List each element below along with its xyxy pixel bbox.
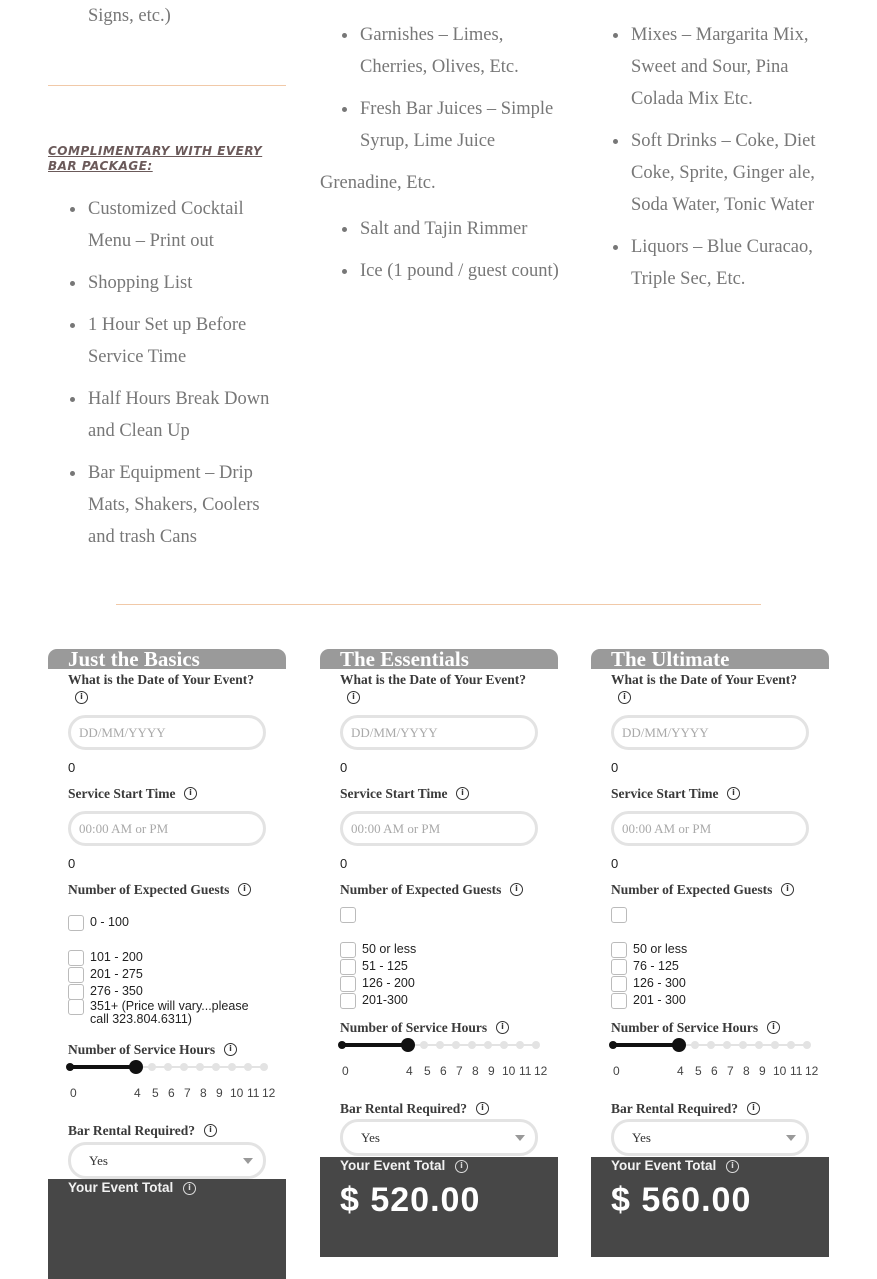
time-counter: 0 <box>340 856 348 871</box>
guest-option-label: 351+ (Price will vary...please call 323.804.6311) <box>90 999 249 1026</box>
slider-tick[interactable] <box>180 1063 188 1071</box>
event-total-amount: $ 520.00 <box>340 1181 481 1219</box>
slider-tick[interactable] <box>516 1041 524 1049</box>
guest-option-label: 51 - 125 <box>362 959 408 973</box>
guest-option-label: 201 - 300 <box>633 993 686 1007</box>
card-title: The Ultimate <box>591 649 829 669</box>
slider-tick-label: 6 <box>168 1086 175 1100</box>
guest-option[interactable] <box>611 942 808 958</box>
list-item: Liquors – Blue Curacao, Triple Sec, Etc. <box>591 231 831 295</box>
guest-option[interactable] <box>68 999 265 1026</box>
slider-tick[interactable] <box>228 1063 236 1071</box>
slider-handle[interactable] <box>672 1038 686 1052</box>
bar-rental-question: Bar Rental Required? <box>68 1123 196 1138</box>
list-item: Shopping List <box>48 267 288 299</box>
slider-tick[interactable] <box>338 1041 346 1049</box>
info-icon[interactable]: i <box>496 1021 509 1034</box>
slider-tick[interactable] <box>500 1041 508 1049</box>
guest-option[interactable] <box>611 959 808 975</box>
service-hours-slider[interactable] <box>613 1038 809 1052</box>
column-essentials-supplies <box>320 19 565 297</box>
slider-handle[interactable] <box>129 1060 143 1074</box>
bar-rental-question: Bar Rental Required? <box>340 1101 468 1116</box>
slider-tick-label: 9 <box>759 1064 766 1078</box>
guest-option-label: 50 or less <box>633 942 688 956</box>
slider-tick[interactable] <box>212 1063 220 1071</box>
hours-question: Number of Service Hours <box>340 1020 488 1035</box>
slider-tick[interactable] <box>452 1041 460 1049</box>
info-icon[interactable]: i <box>727 787 740 800</box>
guest-option-label: 50 or less <box>362 942 417 956</box>
time-input[interactable]: 00:00 AM or PM <box>340 811 538 846</box>
chevron-down-icon <box>786 1135 796 1141</box>
time-input[interactable]: 00:00 AM or PM <box>611 811 809 846</box>
date-question: What is the Date of Your Event? <box>68 672 254 687</box>
column-basics-supplies <box>48 0 288 32</box>
time-question: Service Start Time <box>68 786 176 801</box>
event-total-bar <box>48 1179 286 1279</box>
info-icon[interactable]: i <box>204 1124 217 1137</box>
info-icon[interactable]: i <box>224 1043 237 1056</box>
slider-tick[interactable] <box>771 1041 779 1049</box>
checkbox[interactable] <box>68 999 84 1015</box>
slider-tick-label: 12 <box>262 1086 276 1100</box>
essentials-list-a <box>320 19 565 157</box>
slider-tick[interactable] <box>787 1041 795 1049</box>
bar-rental-value: Yes <box>632 1130 651 1145</box>
slider-tick[interactable] <box>532 1041 540 1049</box>
slider-tick-label: 11 <box>790 1064 803 1078</box>
guest-option-label: 126 - 200 <box>362 976 415 990</box>
slider-handle[interactable] <box>401 1038 415 1052</box>
section-divider <box>48 85 286 86</box>
checkbox[interactable] <box>340 907 356 923</box>
complimentary-list-column <box>48 193 288 563</box>
slider-tick-label: 10 <box>502 1064 516 1078</box>
guest-option[interactable] <box>611 907 808 923</box>
slider-tick-label: 7 <box>184 1086 191 1100</box>
slider-tick[interactable] <box>609 1041 617 1049</box>
slider-tick-label: 5 <box>695 1064 702 1078</box>
guests-question: Number of Expected Guests <box>68 882 230 897</box>
checkbox[interactable] <box>611 993 627 1009</box>
time-question: Service Start Time <box>611 786 719 801</box>
event-total-amount: $ 560.00 <box>611 1181 752 1219</box>
slider-tick-label: 6 <box>440 1064 447 1078</box>
slider-tick-label: 5 <box>152 1086 159 1100</box>
list-item: 1 Hour Set up Before Service Time <box>48 309 288 373</box>
section-divider <box>116 604 761 605</box>
info-icon[interactable]: i <box>455 1160 468 1173</box>
date-input[interactable]: DD/MM/YYYY <box>611 715 809 750</box>
list-item: Customized Cocktail Menu – Print out <box>48 193 288 257</box>
guest-option[interactable] <box>340 959 537 975</box>
bar-rental-question: Bar Rental Required? <box>611 1101 739 1116</box>
slider-tick-label: 9 <box>216 1086 223 1100</box>
slider-tick-label: 8 <box>200 1086 207 1100</box>
checkbox[interactable] <box>68 984 84 1000</box>
guest-option-label: 76 - 125 <box>633 959 679 973</box>
guest-option[interactable] <box>340 907 537 923</box>
slider-tick[interactable] <box>420 1041 428 1049</box>
slider-tick-label: 7 <box>456 1064 463 1078</box>
slider-tick[interactable] <box>260 1063 268 1071</box>
slider-tick[interactable] <box>484 1041 492 1049</box>
checkbox[interactable] <box>68 915 84 931</box>
slider-tick-label: 7 <box>727 1064 734 1078</box>
column-ultimate-supplies <box>591 19 831 305</box>
time-input[interactable]: 00:00 AM or PM <box>68 811 266 846</box>
guest-option-label: 101 - 200 <box>90 950 143 964</box>
info-icon[interactable]: i <box>456 787 469 800</box>
slider-fill <box>70 1065 136 1069</box>
list-item: Garnishes – Limes, Cherries, Olives, Etc. <box>320 19 565 83</box>
date-counter: 0 <box>611 760 619 775</box>
slider-tick-label: 12 <box>805 1064 819 1078</box>
slider-tick-label: 10 <box>230 1086 244 1100</box>
slider-tick[interactable] <box>148 1063 156 1071</box>
event-total-label: Your Event Total <box>340 1158 446 1173</box>
slider-tick-label: 0 <box>342 1064 349 1078</box>
checkbox[interactable] <box>340 993 356 1009</box>
guest-option[interactable] <box>68 984 265 1000</box>
list-item: Ice (1 pound / guest count) <box>320 255 565 287</box>
info-icon[interactable]: i <box>75 691 88 704</box>
pricing-card <box>48 649 286 1209</box>
guest-option[interactable] <box>340 993 537 1009</box>
slider-tick-label: 8 <box>472 1064 479 1078</box>
slider-tick[interactable] <box>244 1063 252 1071</box>
guest-option[interactable] <box>68 950 265 966</box>
slider-tick[interactable] <box>755 1041 763 1049</box>
chevron-down-icon <box>515 1135 525 1141</box>
info-icon[interactable]: i <box>747 1102 760 1115</box>
checkbox[interactable] <box>611 942 627 958</box>
guest-option-label: 201-300 <box>362 993 408 1007</box>
date-counter: 0 <box>68 760 76 775</box>
complimentary-heading: COMPLIMENTARY WITH EVERY BAR PACKAGE: <box>48 144 263 173</box>
pricing-card <box>591 647 829 1219</box>
complimentary-list <box>48 193 288 553</box>
essentials-list-b <box>320 213 565 287</box>
list-item-fragment: Signs, etc.) <box>88 6 171 26</box>
date-counter: 0 <box>340 760 348 775</box>
date-question: What is the Date of Your Event? <box>611 672 797 687</box>
ultimate-list <box>591 19 831 295</box>
slider-tick-label: 11 <box>247 1086 260 1100</box>
event-total-label: Your Event Total <box>68 1180 174 1195</box>
guest-option-label: 0 - 100 <box>90 915 129 929</box>
info-icon[interactable]: i <box>184 787 197 800</box>
slider-tick-label: 9 <box>488 1064 495 1078</box>
info-icon[interactable]: i <box>510 883 523 896</box>
event-total-bar <box>591 1157 829 1257</box>
bar-rental-select[interactable] <box>340 1119 538 1156</box>
info-icon[interactable]: i <box>347 691 360 704</box>
checkbox[interactable] <box>68 950 84 966</box>
info-icon[interactable]: i <box>183 1182 196 1195</box>
slider-tick[interactable] <box>691 1041 699 1049</box>
card-title: The Essentials <box>320 649 558 669</box>
slider-tick[interactable] <box>196 1063 204 1071</box>
time-counter: 0 <box>68 856 76 871</box>
guest-option[interactable] <box>340 976 537 992</box>
info-icon[interactable]: i <box>726 1160 739 1173</box>
guest-option[interactable] <box>68 967 265 983</box>
slider-tick-label: 4 <box>677 1064 684 1078</box>
checkbox[interactable] <box>611 976 627 992</box>
bar-rental-select[interactable] <box>68 1142 266 1179</box>
guests-question: Number of Expected Guests <box>340 882 502 897</box>
list-item: Half Hours Break Down and Clean Up <box>48 383 288 447</box>
event-total-bar <box>320 1157 558 1257</box>
list-item: Salt and Tajin Rimmer <box>320 213 565 245</box>
checkbox[interactable] <box>340 959 356 975</box>
hours-question: Number of Service Hours <box>611 1020 759 1035</box>
card-title: Just the Basics <box>48 649 286 669</box>
checkbox[interactable] <box>68 967 84 983</box>
slider-tick-label: 4 <box>406 1064 413 1078</box>
service-hours-slider[interactable] <box>70 1060 266 1074</box>
guest-option-label: 126 - 300 <box>633 976 686 990</box>
list-item: Soft Drinks – Coke, Diet Coke, Sprite, Ginger ale, Soda Water, Tonic Water <box>591 125 831 221</box>
slider-tick-label: 8 <box>743 1064 750 1078</box>
checkbox[interactable] <box>340 942 356 958</box>
pricing-card <box>320 647 558 1219</box>
date-input[interactable]: DD/MM/YYYY <box>68 715 266 750</box>
list-item: Fresh Bar Juices – Simple Syrup, Lime Juice <box>320 93 565 157</box>
slider-tick[interactable] <box>66 1063 74 1071</box>
slider-tick[interactable] <box>739 1041 747 1049</box>
date-input[interactable]: DD/MM/YYYY <box>340 715 538 750</box>
slider-tick[interactable] <box>164 1063 172 1071</box>
slider-tick[interactable] <box>723 1041 731 1049</box>
list-text-line: Grenadine, Etc. <box>320 173 436 193</box>
bar-rental-value: Yes <box>89 1153 108 1168</box>
guest-option-label: 201 - 275 <box>90 967 143 981</box>
slider-tick[interactable] <box>803 1041 811 1049</box>
checkbox[interactable] <box>611 959 627 975</box>
slider-tick-label: 10 <box>773 1064 787 1078</box>
info-icon[interactable]: i <box>238 883 251 896</box>
time-counter: 0 <box>611 856 619 871</box>
info-icon[interactable]: i <box>476 1102 489 1115</box>
checkbox[interactable] <box>611 907 627 923</box>
slider-tick-label: 12 <box>534 1064 548 1078</box>
info-icon[interactable]: i <box>618 691 631 704</box>
info-icon[interactable]: i <box>781 883 794 896</box>
slider-tick-label: 0 <box>70 1086 77 1100</box>
slider-tick[interactable] <box>707 1041 715 1049</box>
info-icon[interactable]: i <box>767 1021 780 1034</box>
chevron-down-icon <box>243 1158 253 1164</box>
date-question: What is the Date of Your Event? <box>340 672 526 687</box>
slider-tick-label: 0 <box>613 1064 620 1078</box>
slider-fill <box>342 1043 408 1047</box>
slider-fill <box>613 1043 679 1047</box>
event-total-label: Your Event Total <box>611 1158 717 1173</box>
guest-option[interactable] <box>68 915 265 931</box>
guest-option[interactable] <box>611 976 808 992</box>
list-item: Bar Equipment – Drip Mats, Shakers, Coolers and trash Cans <box>48 457 288 553</box>
slider-tick-label: 11 <box>519 1064 532 1078</box>
guest-option-label: 276 - 350 <box>90 984 143 998</box>
guest-option[interactable] <box>611 993 808 1009</box>
list-item: Mixes – Margarita Mix, Sweet and Sour, Pina Colada Mix Etc. <box>591 19 831 115</box>
slider-tick[interactable] <box>468 1041 476 1049</box>
service-hours-slider[interactable] <box>342 1038 538 1052</box>
slider-tick-label: 4 <box>134 1086 141 1100</box>
slider-tick[interactable] <box>436 1041 444 1049</box>
bar-rental-select[interactable] <box>611 1119 809 1156</box>
guests-question: Number of Expected Guests <box>611 882 773 897</box>
slider-tick-label: 6 <box>711 1064 718 1078</box>
hours-question: Number of Service Hours <box>68 1042 216 1057</box>
time-question: Service Start Time <box>340 786 448 801</box>
slider-tick-label: 5 <box>424 1064 431 1078</box>
bar-rental-value: Yes <box>361 1130 380 1145</box>
checkbox[interactable] <box>340 976 356 992</box>
guest-option[interactable] <box>340 942 537 958</box>
